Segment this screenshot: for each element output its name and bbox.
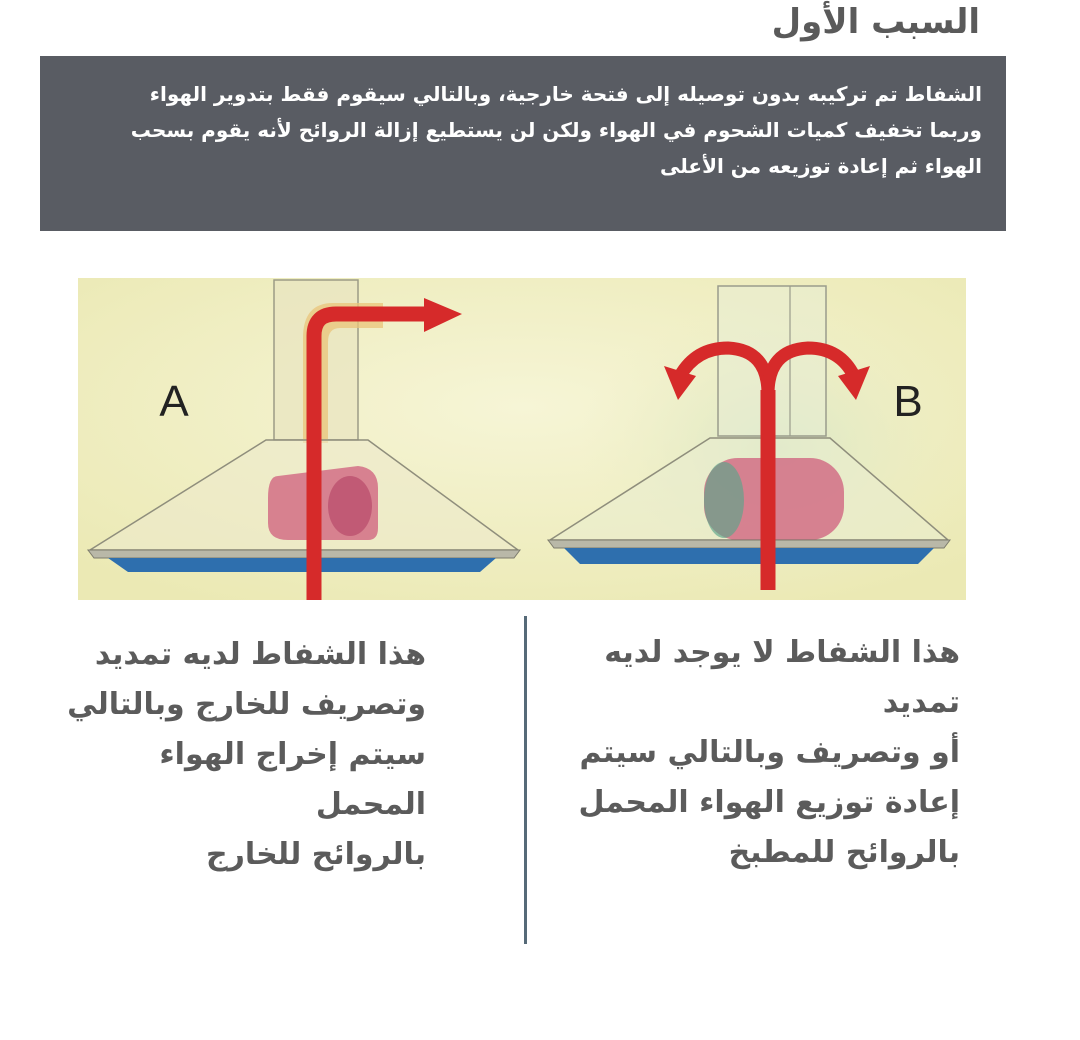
label-b: B (893, 377, 923, 426)
range-hood-diagram (78, 278, 966, 600)
hood-a-rim (88, 550, 520, 558)
hood-a-filter (108, 558, 496, 572)
description-box (40, 56, 1006, 231)
column-divider (524, 616, 527, 944)
page-title: السبب الأول (771, 2, 980, 42)
hood-a-fan-hub (328, 476, 372, 536)
hood-b-fan-left (704, 462, 744, 538)
description-text: الشفاط تم تركيبه بدون توصيله إلى فتحة خارجية، وبالتالي سيقوم فقط بتدوير الهواء وربما تخفيف كميات الشحوم في الهواء ولكن لن يستطيع إزالة الروائح لأنه يقوم بسحب الهواء ثم إعادة توزيعه من الأعلى (130, 82, 982, 178)
label-a: A (159, 377, 189, 426)
hood-b-filter (564, 548, 934, 564)
caption-b: هذا الشفاط لا يوجد لديه تمديد أو وتصريف وبالتالي سيتم إعادة توزيع الهواء المحمل بالروائح للمطبخ (578, 635, 960, 870)
hood-b-rim (548, 540, 950, 548)
caption-a: هذا الشفاط لديه تمديد وتصريف للخارج وبالتالي سيتم إخراج الهواء المحمل بالروائح للخارج (67, 637, 426, 872)
